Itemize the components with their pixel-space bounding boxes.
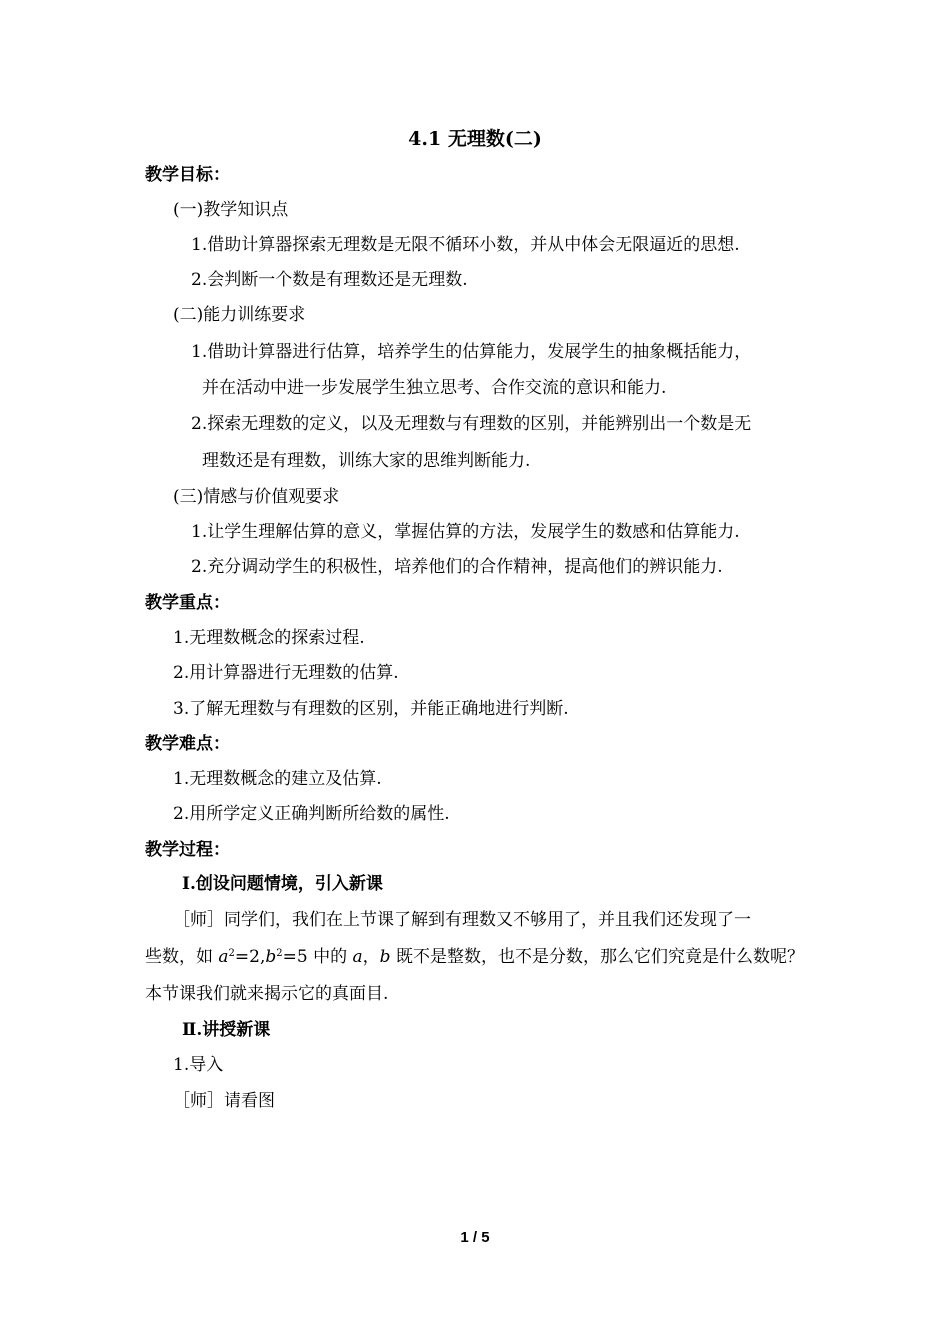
text-fragment: 些数，如 <box>145 947 219 967</box>
ability-item-1-line-1: 1.借助计算器进行估算，培养学生的估算能力，发展学生的抽象概括能力， <box>191 342 752 362</box>
ability-item-2-line-2: 理数还是有理数，训练大家的思维判断能力. <box>202 451 531 471</box>
emotion-heading: (三)情感与价值观要求 <box>173 487 340 507</box>
emotion-item-2: 2.充分调动学生的积极性，培养他们的合作精神，提高他们的辨识能力. <box>191 557 723 577</box>
page-title: 4.1 无理数(二) <box>408 128 542 150</box>
objectives-heading: 教学目标： <box>145 165 230 185</box>
difficulty-1: 1.无理数概念的建立及估算. <box>173 769 382 789</box>
text-fragment: =5 中的 <box>282 947 353 967</box>
difficulties-heading: 教学难点： <box>145 734 230 754</box>
ability-heading: (二)能力训练要求 <box>173 305 306 325</box>
section-1-heading: Ⅰ.创设问题情境，引入新课 <box>182 874 383 894</box>
key-points-heading: 教学重点： <box>145 593 230 613</box>
exponent: 2 <box>276 948 283 959</box>
page-number: 1 / 5 <box>460 1229 490 1246</box>
knowledge-heading: (一)教学知识点 <box>173 200 289 220</box>
key-point-3: 3.了解无理数与有理数的区别，并能正确地进行判断. <box>173 699 569 719</box>
paragraph-1-line-2 <box>145 945 804 969</box>
difficulty-2: 2.用所学定义正确判断所给数的属性. <box>173 804 450 824</box>
key-point-1: 1.无理数概念的探索过程. <box>173 628 365 648</box>
text-fragment: =2, <box>234 947 266 967</box>
variable-a: a <box>352 947 363 967</box>
emotion-item-1: 1.让学生理解估算的意义，掌握估算的方法，发展学生的数感和估算能力. <box>191 522 740 542</box>
key-point-2: 2.用计算器进行无理数的估算. <box>173 663 399 683</box>
text-fragment: 既不是整数，也不是分数，那么它们究竟是什么数呢？ <box>390 947 804 967</box>
knowledge-item-2: 2.会判断一个数是有理数还是无理数. <box>191 270 468 290</box>
process-heading: 教学过程： <box>145 840 230 860</box>
teacher-line: ［师］请看图 <box>173 1091 275 1111</box>
intro-item: 1.导入 <box>173 1055 224 1075</box>
ability-item-1-line-2: 并在活动中进一步发展学生独立思考、合作交流的意识和能力. <box>202 378 667 398</box>
ability-item-2-line-1: 2.探索无理数的定义，以及无理数与有理数的区别，并能辨别出一个数是无 <box>191 414 752 434</box>
section-2-heading: Ⅱ.讲授新课 <box>182 1020 271 1040</box>
paragraph-1-line-1: ［师］同学们，我们在上节课了解到有理数又不够用了，并且我们还发现了一 <box>173 910 751 930</box>
variable-b: b <box>265 947 277 967</box>
exponent: 2 <box>228 948 235 959</box>
paragraph-1-line-3: 本节课我们就来揭示它的真面目. <box>145 984 389 1004</box>
text-fragment: ， <box>362 947 380 967</box>
knowledge-item-1: 1.借助计算器探索无理数是无限不循环小数，并从中体会无限逼近的思想. <box>191 235 740 255</box>
variable-b: b <box>379 947 391 967</box>
variable-a: a <box>218 947 229 967</box>
